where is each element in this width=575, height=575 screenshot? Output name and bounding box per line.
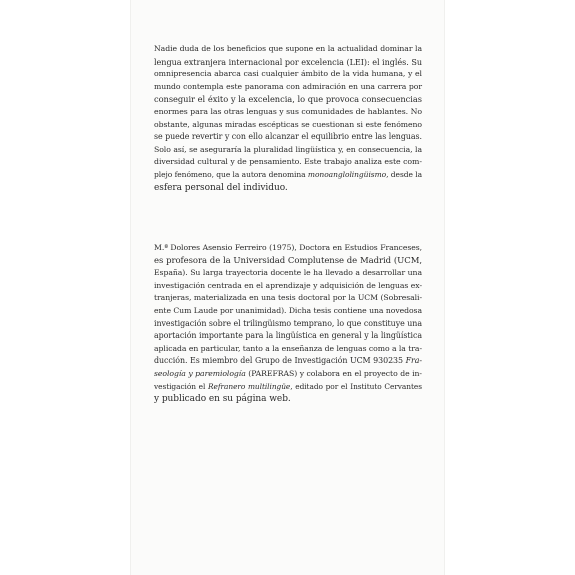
text-segment: , editado por el Instituto Cervantes (290, 381, 422, 391)
text-line: España). Su larga trayectoria docente le ha llevado a desarrollar una (154, 268, 422, 278)
text-segment: ducción. Es miembro del Grupo de Investigación UCM 930235 (154, 356, 406, 366)
text-line: enormes para las otras lenguas y sus comunidades de hablantes. No (154, 106, 422, 116)
text-line (154, 169, 422, 182)
text-line: Solo así, se aseguraría la pluralidad lingüística y, en consecuencia, la (154, 144, 422, 154)
text-line: investigación centrada en el aprendizaje y adquisición de lenguas ex- (154, 280, 422, 290)
text-line: aportación importante para la lingüística en general y la lingüística (154, 331, 422, 341)
italic-title: seología y paremiología (154, 368, 246, 378)
text-line: esfera personal del individuo. (154, 182, 288, 193)
text-segment: plejo fenómeno, que la autora denomina (154, 169, 308, 179)
book-description-paragraph (154, 43, 422, 194)
text-line: lengua extranjera internacional por excelencia (LEI): el inglés. Su (154, 56, 422, 67)
author-bio-paragraph (154, 242, 422, 406)
text-line: y publicado en su página web. (154, 394, 291, 405)
text-line: se puede revertir y con ello alcanzar el equilibrio entre las lenguas. (154, 132, 422, 142)
italic-term: monoanglolingüismo (307, 169, 387, 179)
text-line: obstante, algunas miradas escépticas se cuestionan si este fenómeno (154, 119, 422, 129)
text-line: tranjeras, materializada en una tesis doctoral por la UCM (Sobresali- (154, 293, 422, 303)
text-line (154, 368, 422, 381)
text-line (154, 355, 422, 368)
text-line: mundo contempla este panorama con admiración en una carrera por (154, 81, 422, 91)
italic-title: Fra- (405, 356, 422, 366)
text-line (154, 381, 422, 394)
text-line: M.ª Dolores Asensio Ferreiro (1975), Doctora en Estudios Franceses, (154, 243, 422, 252)
text-line: Nadie duda de los beneficios que supone en la actualidad dominar la (154, 44, 422, 53)
text-line: ente Cum Laude por unanimidad). Dicha tesis contiene una novedosa (154, 305, 422, 315)
text-line: aplicada en particular, tanto a la enseñanza de lenguas como a la tra- (154, 343, 422, 353)
text-line: conseguir el éxito y la excelencia, lo que provoca consecuencias (154, 94, 422, 105)
text-segment: (PAREFRAS) y colabora en el proyecto de in- (245, 368, 422, 378)
italic-title: Refranero multilingüe (208, 381, 291, 391)
text-line: investigación sobre el trilingüismo temprano, lo que constituye una (154, 318, 422, 328)
text-line: omnipresencia abarca casi cualquier ámbito de la vida humana, y el (154, 69, 422, 79)
text-segment: vestigación el (154, 381, 208, 391)
text-line: diversidad cultural y de pensamiento. Este trabajo analiza este com- (154, 157, 422, 167)
text-segment: , desde la (386, 169, 422, 179)
text-line: es profesora de la Universidad Complutense de Madrid (UCM, (154, 255, 422, 266)
